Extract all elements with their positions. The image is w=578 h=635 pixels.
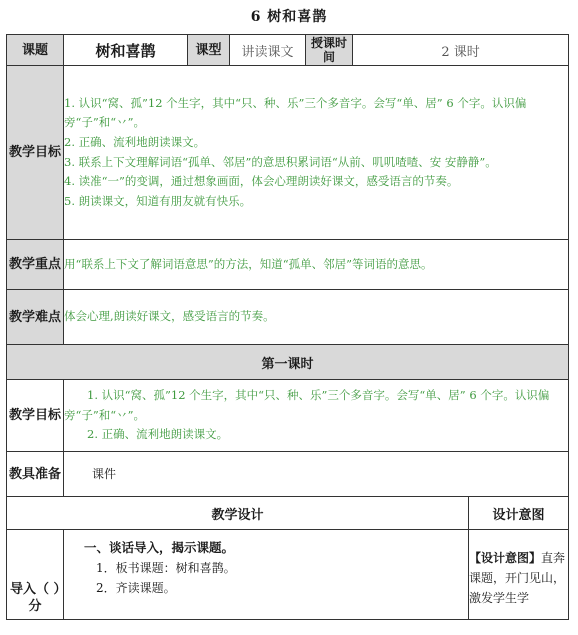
first-period-row [7,345,569,380]
lesson-label: 课题 [7,35,64,66]
objectives-row [7,66,569,240]
hours-label: 授课时间 [306,35,353,66]
tools-row [7,452,569,497]
intent-label: 设计意图 [469,497,569,530]
difficulty-row [7,290,569,345]
period-objective-item: 2. 正确、流利地朗读课文。 [87,427,229,442]
intro-content [64,530,469,620]
objectives-label: 教学目标 [7,66,64,240]
design-header-row [7,497,569,530]
intent-heading: 【设计意图】 [469,551,542,565]
period-objectives-list [64,380,569,452]
period-objective-item: 1. 认识“窝、孤”12 个生字，其中“只、种、乐”三个多音字。会写“单、居” 6 个字。认识偏旁“子”和“丷”。 [64,388,550,422]
intro-heading: 一、谈话导入，揭示课题。 [84,540,235,555]
tools-value: 课件 [64,452,569,497]
intro-label: 导入（ ）分 [7,530,64,620]
objectives-list [64,66,569,240]
intro-row [7,530,569,620]
difficulty-text: 体会心理,朗读好课文，感受语言的节奏。 [64,290,569,345]
intent-text: 直奔课题，开门见山，激发学生学 [469,551,566,605]
period-objectives-label: 教学目标 [7,380,64,452]
tools-label: 教具准备 [7,452,64,497]
key-point-row [7,240,569,290]
period-objectives-row [7,380,569,452]
objective-item: 3. 联系上下文理解词语“孤单、邻居”的意思积累词语“从前、叽叽喳喳、安 安静静”。 [64,154,497,169]
first-period-title: 第一课时 [7,345,569,380]
objective-item: 2. 正确、流利地朗读课文。 [64,134,206,149]
hours-value: 2 课时 [353,35,569,66]
key-point-text: 用“联系上下文了解词语意思”的方法，知道“孤单、邻居”等词语的意思。 [64,240,569,290]
intro-step: 1．板书课题：树和喜鹊。 [96,561,236,575]
type-label: 课型 [188,35,230,66]
difficulty-label: 教学难点 [7,290,64,345]
intro-step: 2．齐读课题。 [96,581,176,595]
key-point-label: 教学重点 [7,240,64,290]
objective-item: 1. 认识“窝、孤”12 个生字，其中“只、种、乐”三个多音字。会写“单、居” 6 个字。认识偏旁“子”和“丷”。 [64,95,527,130]
type-value: 讲读课文 [230,35,306,66]
design-label: 教学设计 [7,497,469,530]
objective-item: 5. 朗读课文，知道有朋友就有快乐。 [64,193,252,208]
lesson-plan-table [6,34,569,620]
objective-item: 4. 读准“一”的变调，通过想象画面，体会心理朗读好课文，感受语言的节奏。 [64,174,459,189]
intent-content [469,530,569,620]
header-row [7,35,569,66]
document-title: 6 树和喜鹊 [250,9,328,25]
lesson-value: 树和喜鹊 [64,35,188,66]
